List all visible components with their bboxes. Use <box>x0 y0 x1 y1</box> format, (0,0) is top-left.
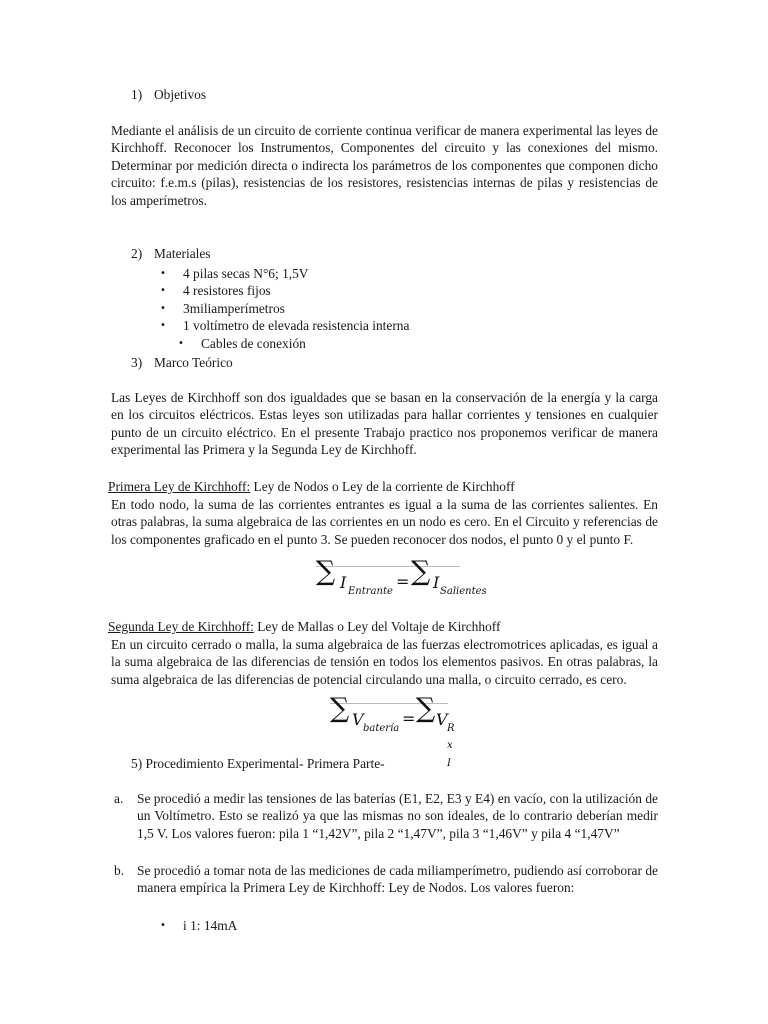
formula-left-symbol: V <box>352 710 364 729</box>
section-title-materiales: Materiales <box>154 246 211 261</box>
formula-left-subscript: Entrante <box>348 586 393 597</box>
marco-teorico-paragraph: Las Leyes de Kirchhoff son dos igualdades que se basan en la conservación de la energía y la carga en los circuitos eléctricos. Estas leyes son utilizadas para hallar corrientes y tensiones en cualquier punto de un circuito eléctrico. En el presente Trabajo practico nos proponemos verificar de manera experimental las Primera y la Segunda Ley de Kirchhoff. <box>111 390 658 458</box>
bullet-icon: • <box>160 285 166 296</box>
list-item: 4 pilas secas N°6; 1,5V <box>183 266 309 281</box>
section-number: 3) <box>131 355 143 370</box>
formula-right-symbol: V <box>436 710 448 729</box>
segunda-ley-paragraph: En un circuito cerrado o malla, la suma algebraica de las fuerzas electromotrices aplicadas, es igual a la suma algebraica de las diferencias de tensión en todos los elementos pasivos. En otras palabras, la suma algebraica de las diferencias de potencial circulando una malla, o circuito cerrado, es cero. <box>111 637 658 687</box>
list-item: i 1: 14mA <box>183 918 238 933</box>
segunda-ley-title: Segunda Ley de Kirchhoff: <box>108 619 254 634</box>
formula-equals: = <box>396 572 410 591</box>
section-number: 2) <box>131 246 143 261</box>
primera-ley-paragraph: En todo nodo, la suma de las corrientes entrantes es igual a la suma de las corrientes salientes. En otras palabras, la suma algebraica de las corrientes en un nodo es cero. En el Circuito y referencias de los componentes graficado en el punto 3. Se pueden reconocer dos nodos, el punto 0 y el punto F. <box>111 497 658 547</box>
sum-symbol: ∑ <box>316 556 336 587</box>
section-title-marco-teorico: Marco Teórico <box>154 355 233 370</box>
list-item: 1 voltímetro de elevada resistencia interna <box>183 318 410 333</box>
procedimiento-item-a: Se procedió a medir las tensiones de las baterías (E1, E2, E3 y E4) en vacío, con la utilización de un Voltímetro. Esto se realizó ya que las mismas no son ideales, de lo contrario deberían medir 1,5 V. Los valores fueron: pila 1 “1,42V”, pila 2 “1,47V”, pila 3 “1,46V” y pila 4 “1,47V” <box>137 791 658 841</box>
bullet-icon: • <box>160 268 166 279</box>
formula-equals: = <box>402 709 416 728</box>
bullet-icon: • <box>160 320 166 331</box>
primera-ley-formula <box>316 556 487 599</box>
section-title-objetivos: Objetivos <box>154 87 207 102</box>
formula-left-symbol: I <box>340 573 347 592</box>
segunda-ley-heading <box>108 618 668 635</box>
list-label: b. <box>114 863 125 878</box>
section-number: 1) <box>131 87 143 102</box>
formula-right-subscript: R x I <box>447 723 455 769</box>
bullet-icon: • <box>178 338 184 349</box>
sum-symbol: ∑ <box>330 693 350 724</box>
sum-symbol: ∑ <box>411 556 431 587</box>
primera-ley-title: Primera Ley de Kirchhoff: <box>108 479 251 494</box>
formula-rule <box>316 566 460 567</box>
sum-symbol: ∑ <box>416 693 436 724</box>
bullet-icon: • <box>160 303 166 314</box>
list-item: 4 resistores fijos <box>183 283 271 298</box>
list-label: a. <box>114 791 124 806</box>
primera-ley-subtitle: Ley de Nodos o Ley de la corriente de Kirchhoff <box>250 479 515 494</box>
section-title-procedimiento: 5) Procedimiento Experimental- Primera Parte- <box>131 756 385 771</box>
objetivos-paragraph: Mediante el análisis de un circuito de corriente continua verificar de manera experimental las leyes de Kirchhoff. Reconocer los Instrumentos, Componentes del circuito y las conexiones del mismo. Determinar por medición directa o indirecta los parámetros de los componentes que componen dicho circuito: f.e.m.s (pilas), resistencias de los resistores, resistencias internas de pilas y resistencias de los amperímetros. <box>111 123 658 208</box>
segunda-ley-subtitle: Ley de Mallas o Ley del Voltaje de Kirchhoff <box>253 619 501 634</box>
bullet-icon: • <box>160 920 166 931</box>
procedimiento-item-b: Se procedió a tomar nota de las mediciones de cada miliamperímetro, pudiendo así corroborar de manera empírica la Primera Ley de Kirchhoff: Ley de Nodos. Los valores fueron: <box>137 863 658 896</box>
formula-left-subscript: batería <box>363 723 400 734</box>
segunda-ley-formula <box>330 693 455 769</box>
primera-ley-heading <box>108 478 668 495</box>
formula-right-symbol: I <box>433 573 440 592</box>
list-item: 3miliamperímetros <box>183 301 285 316</box>
list-item: Cables de conexión <box>201 336 306 351</box>
formula-right-subscript: Salientes <box>440 586 487 597</box>
